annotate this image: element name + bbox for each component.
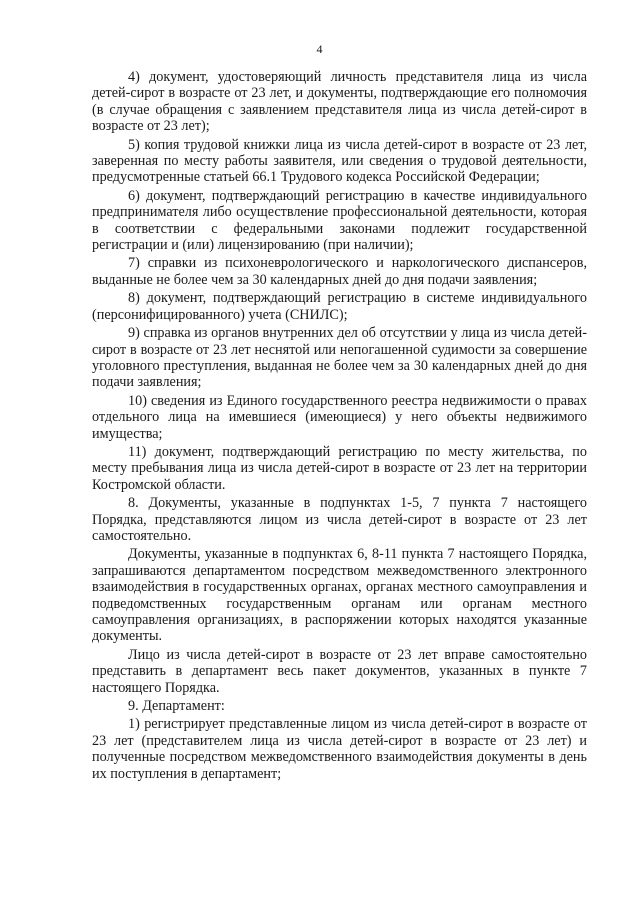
page-number: 4: [316, 42, 323, 56]
paragraph-subitem-7: 7) справки из психоневрологического и наркологического диспансеров, выданные не более чем за 30 календарных дней до дня подачи заявления;: [92, 255, 587, 288]
paragraph-subitem-4: 4) документ, удостоверяющий личность представителя лица из числа детей-сирот в возрасте от 23 лет, и документы, подтверждающие его полномочия (в случае обращения с заявлением представителя лица из числа детей-сирот в возрасте от 23 лет);: [92, 69, 587, 135]
paragraph-subitem-9: 9) справка из органов внутренних дел об отсутствии у лица из числа детей-сирот в возрасте от 23 лет неснятой или непогашенной судимости за совершение уголовного преступления, выданная не более чем за 30 календарных дней до дня подачи заявления;: [92, 325, 587, 391]
document-body: [92, 69, 587, 782]
paragraph-clause-8-requested-documents: Документы, указанные в подпунктах 6, 8-11 пункта 7 настоящего Порядка, запрашиваются департаментом посредством межведомственного электронного взаимодействия в государственных органах, органах местного самоуправления и подведомственных государственным органам или органам местного самоуправления организациях, в распоряжении которых находятся указанные документы.: [92, 546, 587, 645]
paragraph-subitem-8: 8) документ, подтверждающий регистрацию в системе индивидуального (персонифицированного) учета (СНИЛС);: [92, 290, 587, 323]
paragraph-subitem-5: 5) копия трудовой книжки лица из числа детей-сирот в возрасте от 23 лет, заверенная по месту работы заявителя, или сведения о трудовой деятельности, предусмотренные статьей 66.1 Трудового кодекса Российской Федерации;: [92, 136, 587, 186]
paragraph-clause-8: 8. Документы, указанные в подпунктах 1-5, 7 пункта 7 настоящего Порядка, представляются лицом из числа детей-сирот в возрасте от 23 лет самостоятельно.: [92, 495, 587, 544]
paragraph-clause-9-heading: 9. Департамент:: [128, 698, 225, 715]
paragraph-subitem-11: 11) документ, подтверждающий регистрацию по месту жительства, по месту пребывания лица из числа детей-сирот в возрасте от 23 лет на территории Костромской области.: [92, 443, 587, 493]
paragraph-subitem-6: 6) документ, подтверждающий регистрацию в качестве индивидуального предпринимателя либо осуществление профессиональной деятельности, которая в соответствии с федеральными законами подлежит государственной регистрации и (или) лицензированию (при наличии);: [92, 187, 587, 254]
paragraph-clause-8-self-submission: Лицо из числа детей-сирот в возрасте от 23 лет вправе самостоятельно представить в департамент весь пакет документов, указанных в пункте 7 настоящего Порядка.: [92, 646, 587, 696]
paragraph-subitem-10: 10) сведения из Единого государственного реестра недвижимости о правах отдельного лица на имевшиеся (имеющиеся) у него объекты недвижимого имущества;: [92, 392, 587, 442]
paragraph-clause-9-subitem-1: 1) регистрирует представленные лицом из числа детей-сирот в возрасте от 23 лет (представителем лица из числа детей-сирот в возрасте от 23 лет) и полученные посредством межведомственного взаимодействия документы в день их поступления в департамент;: [92, 716, 587, 782]
